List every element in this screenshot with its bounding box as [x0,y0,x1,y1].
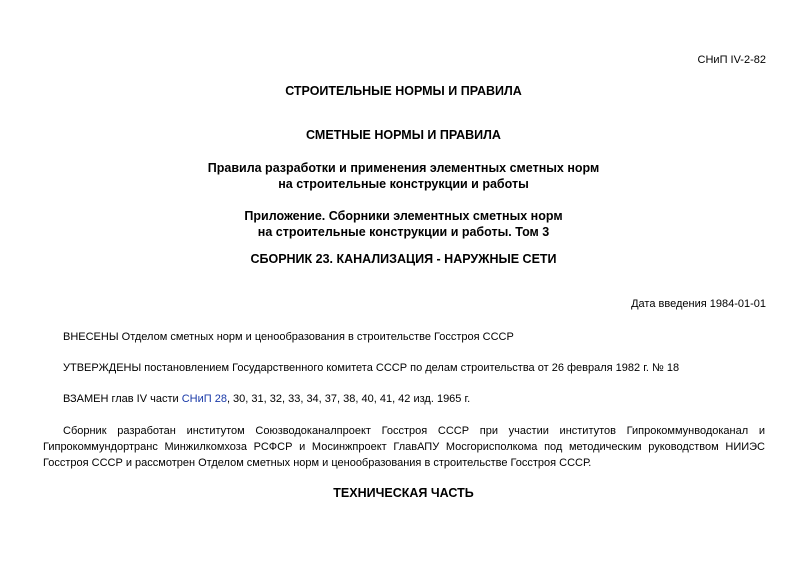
rules-line-1: Правила разработки и применения элементных сметных норм [207,161,600,175]
appendix-line-1: Приложение. Сборники элементных сметных норм [244,209,563,223]
collection-title: СБОРНИК 23. КАНАЛИЗАЦИЯ - НАРУЖНЫЕ СЕТИ [250,252,557,266]
title-sub: СМЕТНЫЕ НОРМЫ И ПРАВИЛА [306,128,501,142]
developed-paragraph: Сборник разработан институтом Союзводоканалпроект Госстроя СССР при участии институтов Гипрокоммунводоканал и Гипрокоммундортранс Минжилкомхоза РСФСР и Мосинжпроект ГлавАПУ Мосгорисполкома под методическим руководством НИИЭС Госстроя СССР и рассмотрен Отделом сметных норм и ценообразования в строительстве Госстроя СССР. [43,425,765,469]
rules-title [0,160,807,192]
appendix-title [0,208,807,240]
appendix-line-2: на строительные конструкции и работы. Том 3 [257,225,550,239]
replaces-suffix: , 30, 31, 32, 33, 34, 37, 38, 40, 41, 42 изд. 1965 г. [226,393,471,405]
replaces-prefix: ВЗАМЕН глав IV части [63,393,182,405]
title-main: СТРОИТЕЛЬНЫЕ НОРМЫ И ПРАВИЛА [285,84,522,98]
document-code: СНиП IV-2-82 [697,54,766,66]
rules-line-2: на строительные конструкции и работы [278,177,529,191]
introduced-paragraph: ВНЕСЕНЫ Отделом сметных норм и ценообразования в строительстве Госстроя СССР [63,331,514,343]
approved-paragraph: УТВЕРЖДЕНЫ постановлением Государственного комитета СССР по делам строительства от 26 февраля 1982 г. № 18 [63,362,680,374]
effective-date: Дата введения 1984-01-01 [631,298,766,310]
replaces-paragraph [43,391,765,407]
snip-28-link[interactable]: СНиП 28 [181,393,227,405]
section-title: ТЕХНИЧЕСКАЯ ЧАСТЬ [333,486,474,500]
